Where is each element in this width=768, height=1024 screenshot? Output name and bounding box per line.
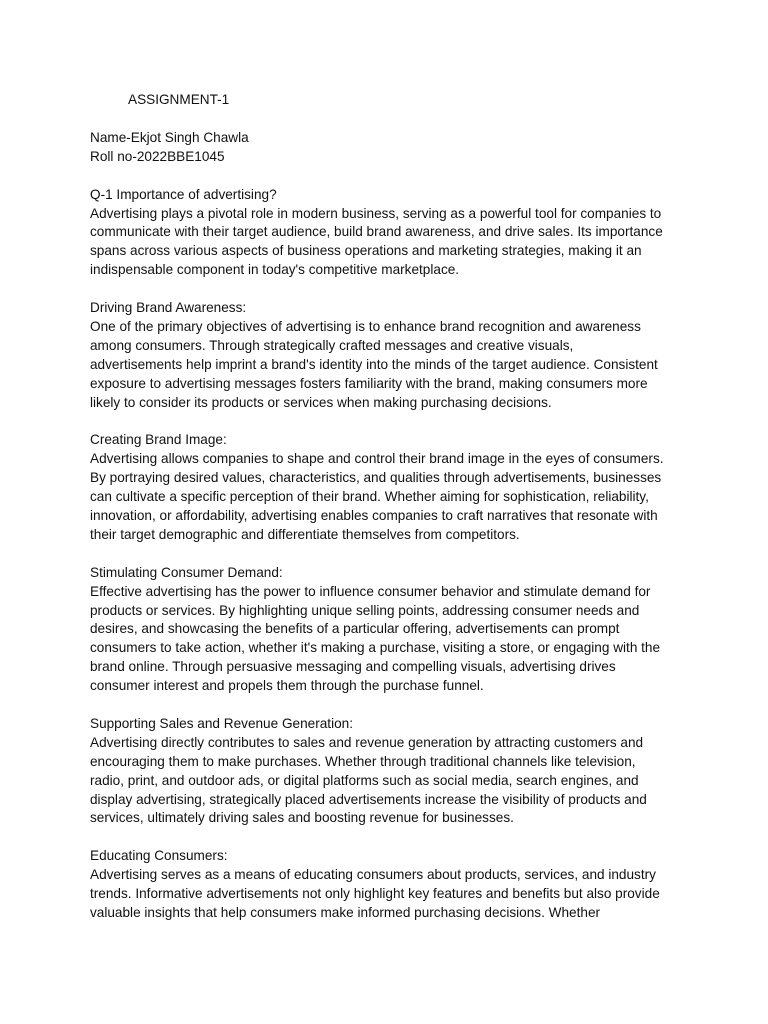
question-block <box>90 186 680 281</box>
paragraph-line: One of the primary objectives of advertising is to enhance brand recognition and awareness <box>90 318 641 334</box>
section-consumer-demand <box>90 564 680 696</box>
paragraph-line: valuable insights that help consumers make informed purchasing decisions. Whether <box>90 904 601 920</box>
paragraph-line: consumer interest and propels them through the purchase funnel. <box>90 678 484 694</box>
paragraph-line: products or services. By highlighting unique selling points, addressing consumer needs and <box>90 602 640 618</box>
document-page <box>90 91 680 942</box>
paragraph-line: trends. Informative advertisements not only highlight key features and benefits but also provide <box>90 886 660 902</box>
paragraph-line: By portraying desired values, characteristics, and qualities through advertisements, businesses <box>90 470 662 486</box>
paragraph-line: spans across various aspects of business operations and marketing strategies, making it an <box>90 243 642 259</box>
section-heading: Driving Brand Awareness: <box>90 300 247 316</box>
assignment-title: ASSIGNMENT-1 <box>128 92 230 107</box>
section-heading: Stimulating Consumer Demand: <box>90 564 283 580</box>
section-brand-image <box>90 431 680 544</box>
section-heading: Creating Brand Image: <box>90 432 227 448</box>
paragraph-line: radio, print, and outdoor ads, or digital platforms such as social media, search engines, and <box>90 772 639 788</box>
paragraph-line: consumers to take action, whether it's making a purchase, visiting a store, or engaging with the <box>90 640 661 656</box>
section-sales-revenue <box>90 715 680 828</box>
paragraph-line: brand online. Through persuasive messaging and compelling visuals, advertising drives <box>90 659 616 675</box>
paragraph-line: communicate with their target audience, build brand awareness, and drive sales. Its importance <box>90 224 663 240</box>
paragraph-line: encouraging them to make purchases. Whether through traditional channels like television, <box>90 753 636 769</box>
paragraph-line: likely to consider its products or services when making purchasing decisions. <box>90 394 552 410</box>
paragraph-line: desires, and showcasing the benefits of a particular offering, advertisements can prompt <box>90 621 620 637</box>
student-info <box>90 129 680 167</box>
paragraph-line: Effective advertising has the power to influence consumer behavior and stimulate demand for <box>90 583 651 599</box>
paragraph-line: their target demographic and differentiate themselves from competitors. <box>90 526 520 542</box>
paragraph-line: Advertising allows companies to shape and control their brand image in the eyes of consumers. <box>90 451 664 467</box>
paragraph-line: Advertising serves as a means of educating consumers about products, services, and industry <box>90 867 656 883</box>
section-educating-consumers <box>90 847 680 923</box>
paragraph-line: services, ultimately driving sales and boosting revenue for businesses. <box>90 810 514 826</box>
paragraph-line: among consumers. Through strategically crafted messages and creative visuals, <box>90 337 574 353</box>
paragraph-line: Advertising directly contributes to sales and revenue generation by attracting customers and <box>90 734 644 750</box>
paragraph-line: innovation, or affordability, advertising enables companies to craft narratives that resonate with <box>90 507 658 523</box>
paragraph-line: indispensable component in today's competitive marketplace. <box>90 262 460 278</box>
paragraph-line: exposure to advertising messages fosters familiarity with the brand, making consumers more <box>90 375 648 391</box>
roll-number: Roll no-2022BBE1045 <box>90 148 225 164</box>
paragraph-line: advertisements help imprint a brand's identity into the minds of the target audience. Consistent <box>90 356 658 372</box>
paragraph-line: can cultivate a specific perception of their brand. Whether aiming for sophistication, reliability, <box>90 489 649 505</box>
section-brand-awareness <box>90 299 680 412</box>
student-name: Name-Ekjot Singh Chawla <box>90 129 249 145</box>
paragraph-line: display advertising, strategically placed advertisements increase the visibility of products and <box>90 791 647 807</box>
section-heading: Supporting Sales and Revenue Generation: <box>90 715 353 731</box>
section-heading: Educating Consumers: <box>90 848 228 864</box>
question-heading: Q-1 Importance of advertising? <box>90 186 277 202</box>
paragraph-line: Advertising plays a pivotal role in modern business, serving as a powerful tool for companies to <box>90 205 662 221</box>
